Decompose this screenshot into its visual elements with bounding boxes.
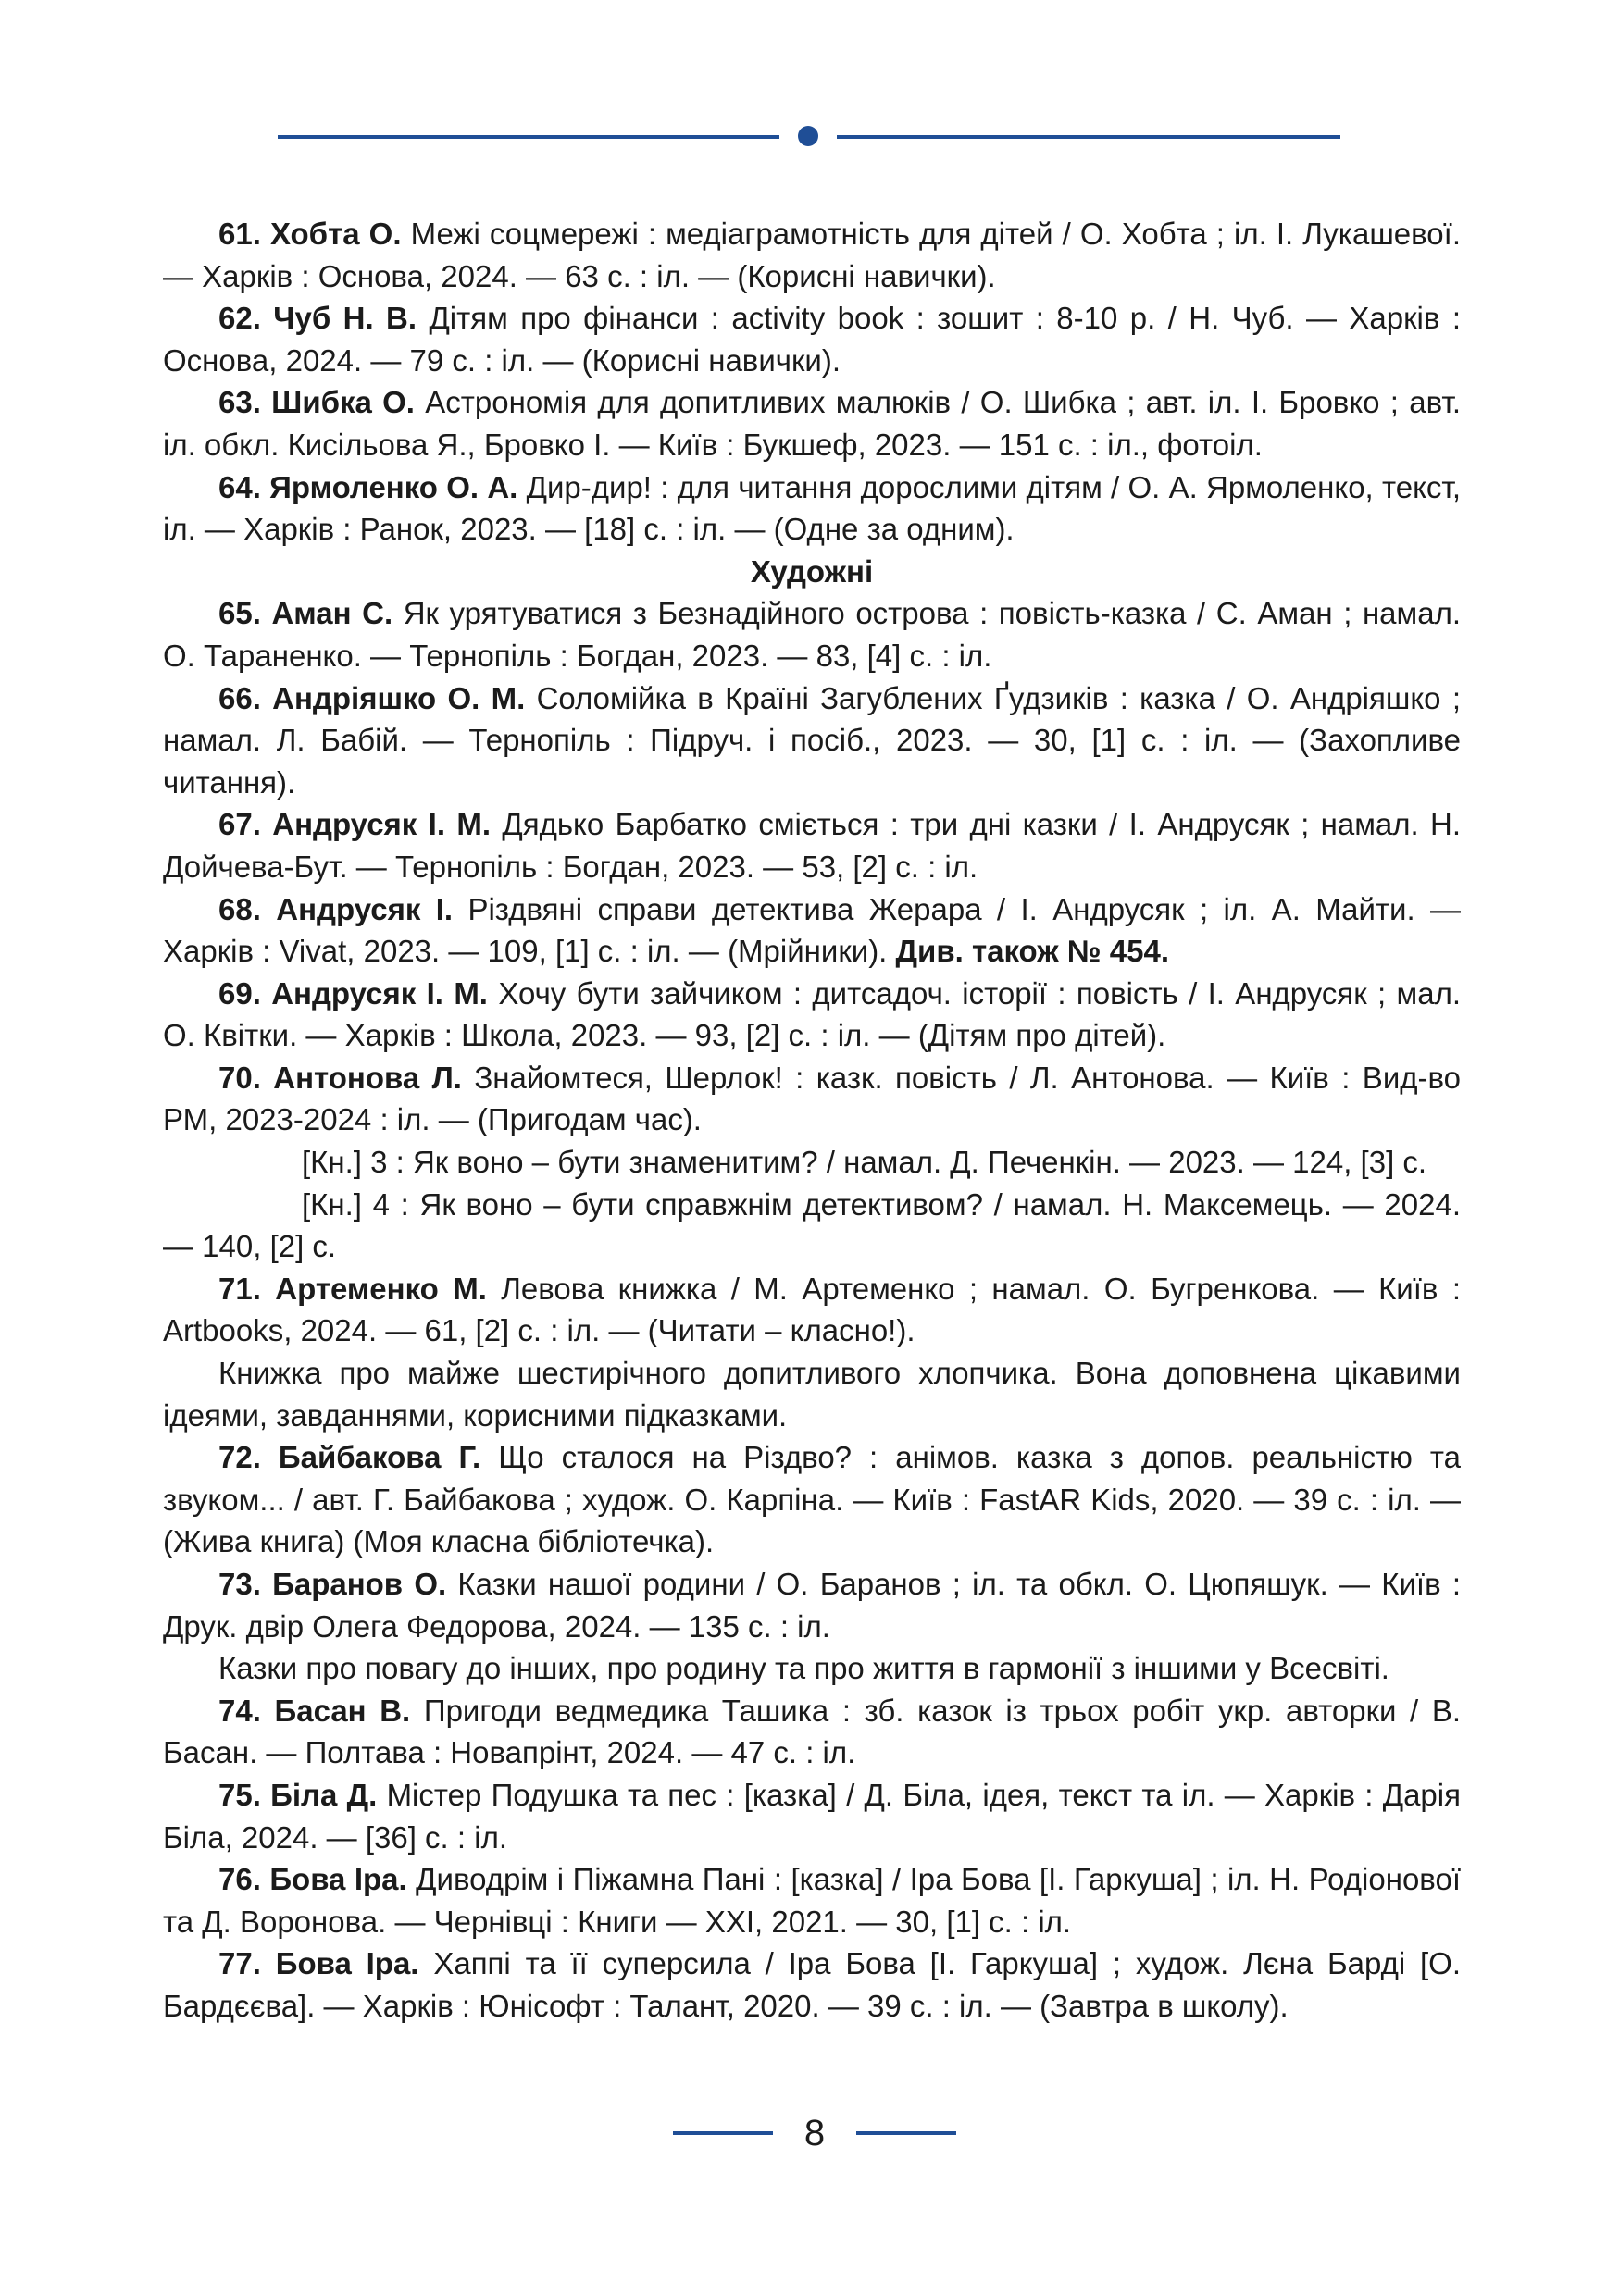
entry-number: 69.: [218, 975, 261, 1011]
entry-number: 64.: [218, 469, 261, 504]
bibliography-entry: [163, 1858, 1461, 1942]
header-rule-right-line: [837, 135, 1340, 139]
bibliography-entry: [163, 1690, 1461, 1774]
entry-text: Знайомтеся, Шерлок! : казк. повість / Л. Антонова. — Київ : Вид-во РМ, 2023-2024 : іл. — (Пригодам час).: [163, 1060, 1462, 1137]
entry-author: Антонова Л.: [273, 1060, 462, 1095]
entry-text: Левова книжка / М. Артеменко ; намал. О. Бугренкова. — Київ : Artbooks, 2024. — 61, [2] с. : іл. — (Читати – класно!).: [163, 1271, 1461, 1348]
header-rule: [278, 130, 1340, 143]
entry-number: 68.: [218, 891, 261, 926]
entry-number: 73.: [218, 1567, 261, 1601]
footer-rule-left: [673, 2131, 773, 2135]
entry-text: Містер Подушка та пес : [казка] / Д. Біла, ідея, текст та іл. — Харків : Дарія Біла, 2024. — [36] с. : іл.: [163, 1777, 1461, 1855]
entry-number: 61.: [218, 217, 261, 251]
page-footer: [0, 2110, 1619, 2156]
entry-text: Дядько Барбатко сміється : три дні казки / І. Андрусяк ; намал. Н. Дойчева-Бут. — Тернопіль : Богдан, 2023. — 53, [2] с. : іл.: [163, 807, 1462, 884]
bibliography-entry: [163, 1436, 1461, 1563]
entry-text: Дітям про фінанси : activity book : зошит : 8-10 р. / Н. Чуб. — Харків : Основа, 2024. — 79 с. : іл. — (Корисні навички).: [163, 301, 1461, 378]
bibliography-entry: [163, 1774, 1461, 1858]
bibliography-entry: [163, 297, 1461, 381]
entry-annotation: Казки про повагу до інших, про родину та про життя в гармонії з іншими у Всесвіті.: [218, 1651, 1389, 1686]
entry-author: Андрусяк І. М.: [272, 807, 492, 842]
entry-number: 66.: [218, 680, 261, 715]
bibliography-list: [163, 213, 1461, 2028]
entry-author: Чуб Н. В.: [273, 301, 417, 336]
sub-entry: [Кн.] 3 : Як воно – бути знаменитим? / намал. Д. Печенкін. — 2023. — 124, [3] с.: [302, 1145, 1427, 1180]
entry-text: Межі соцмережі : медіаграмотність для дітей / О. Хобта ; іл. І. Лукашевої. — Харків : Основа, 2024. — 63 с. : іл. — (Корисні навички).: [163, 217, 1462, 293]
entry-text: Диводрім і Піжамна Пані : [казка] / Іра Бова [І. Гаркуша] ; іл. Н. Родіонової та Д. Воронова. — Чернівці : Книги — ХХІ, 2021. — 30, [1] с. : іл.: [163, 1862, 1461, 1939]
entry-author: Андрусяк І.: [276, 891, 454, 926]
entry-author: Бова Іра.: [275, 1946, 419, 1981]
bibliography-entry: [163, 466, 1461, 551]
entry-number: 77.: [218, 1946, 261, 1981]
entry-text: Соломійка в Країні Загублених Ґудзиків : казка / О. Андріяшко ; намал. Л. Бабій. — Тернопіль : Підруч. і посіб., 2023. — 30, [1] с. : іл. — (Захопливе читання).: [163, 680, 1461, 800]
sub-entry: [Кн.] 4 : Як воно – бути справжнім детективом? / намал. Н. Максемець. — 2024. — 140, [2] с.: [163, 1186, 1461, 1264]
bibliography-entry: [163, 803, 1461, 887]
bibliography-entry: [163, 1268, 1461, 1352]
header-rule-left-line: [278, 135, 779, 139]
entry-author: Андріяшко О. М.: [272, 680, 526, 715]
entry-author: Андрусяк І. М.: [271, 975, 488, 1011]
entry-author: Байбакова Г.: [278, 1440, 481, 1475]
entry-see-also: Див. також № 454.: [895, 934, 1170, 969]
header-rule-dot: [798, 126, 818, 146]
entry-author: Аман С.: [271, 596, 393, 631]
page-number: 8: [803, 2113, 826, 2153]
bibliography-entry: [163, 973, 1461, 1057]
section-heading: Художні: [750, 553, 874, 589]
entry-number: 75.: [218, 1777, 261, 1812]
bibliography-entry: [163, 213, 1461, 297]
entry-text: Що сталося на Різдво? : анімов. казка з допов. реальністю та звуком... / авт. Г. Байбакова ; худож. О. Карпіна. — Київ : FastAR Kids, 2020. — 39 с. : іл. — (Жива книга) (Моя класна бібліотечка).: [163, 1440, 1461, 1559]
entry-author: Бова Іра.: [269, 1862, 407, 1897]
entry-number: 67.: [218, 807, 261, 842]
entry-author: Артеменко М.: [275, 1271, 487, 1306]
entry-number: 70.: [218, 1060, 261, 1095]
entry-author: Шибка О.: [271, 385, 415, 420]
entry-number: 71.: [218, 1271, 261, 1306]
bibliography-entry: [163, 592, 1461, 676]
entry-author: Баранов О.: [272, 1567, 447, 1601]
entry-text: Різдвяні справи детектива Жерара / І. Андрусяк ; іл. А. Майти. — Харків : Vivat, 2023. — 109, [1] с. : іл. — (Мрійники).: [163, 891, 1461, 969]
entry-text: Астрономія для допитливих малюків / О. Шибка ; авт. іл. І. Бровко ; авт. іл. обкл. Кисільова Я., Бровко І. — Київ : Букшеф, 2023. — 151 с. : іл., фотоіл.: [163, 385, 1461, 462]
entry-author: Ярмоленко О. А.: [269, 469, 518, 504]
entry-annotation: Книжка про майже шестирічного допитливого хлопчика. Вона доповнена цікавими ідеями, завданнями, корисними підказками.: [163, 1356, 1461, 1433]
entry-number: 63.: [218, 385, 261, 420]
bibliography-entry: [163, 888, 1461, 973]
entry-number: 72.: [218, 1440, 261, 1475]
bibliography-entry: [163, 381, 1461, 465]
entry-number: 62.: [218, 301, 261, 336]
entry-text: Дир-дир! : для читання дорослими дітям / О. А. Ярмоленко, текст, іл. — Харків : Ранок, 2023. — [18] с. : іл. — (Одне за одним).: [163, 469, 1462, 547]
entry-text: Хочу бути зайчиком : дитсадоч. історії : повість / І. Андрусяк ; мал. О. Квітки. — Харків : Школа, 2023. — 93, [2] с. : іл. — (Дітям про дітей).: [163, 975, 1462, 1053]
bibliography-entry: [163, 677, 1461, 804]
entry-number: 74.: [218, 1693, 261, 1728]
entry-text: Хаппі та її суперсила / Іра Бова [І. Гаркуша] ; худож. Лєна Барді [О. Бардєєва]. — Харків : Юнісофт : Талант, 2020. — 39 с. : іл. — (Завтра в школу).: [163, 1946, 1462, 2023]
entry-author: Хобта О.: [269, 217, 402, 251]
entry-text: Як урятуватися з Безнадійного острова : повість-казка / С. Аман ; намал. О. Тараненко. — Тернопіль : Богдан, 2023. — 83, [4] с. : іл.: [163, 596, 1461, 673]
entry-number: 65.: [218, 596, 261, 631]
footer-rule-right: [856, 2131, 956, 2135]
entry-number: 76.: [218, 1862, 261, 1897]
bibliography-entry: [163, 1563, 1461, 1647]
bibliography-entry: [163, 1057, 1461, 1141]
entry-author: Біла Д.: [270, 1777, 378, 1812]
entry-text: Казки нашої родини / О. Баранов ; іл. та обкл. О. Цюпяшук. — Київ : Друк. двір Олега Федорова, 2024. — 135 с. : іл.: [163, 1567, 1462, 1644]
entry-text: Пригоди ведмедика Ташика : зб. казок із трьох робіт укр. авторки / В. Басан. — Полтава : Новапрінт, 2024. — 47 с. : іл.: [163, 1693, 1462, 1770]
entry-author: Басан В.: [274, 1693, 411, 1728]
bibliography-entry: [163, 1942, 1461, 2027]
